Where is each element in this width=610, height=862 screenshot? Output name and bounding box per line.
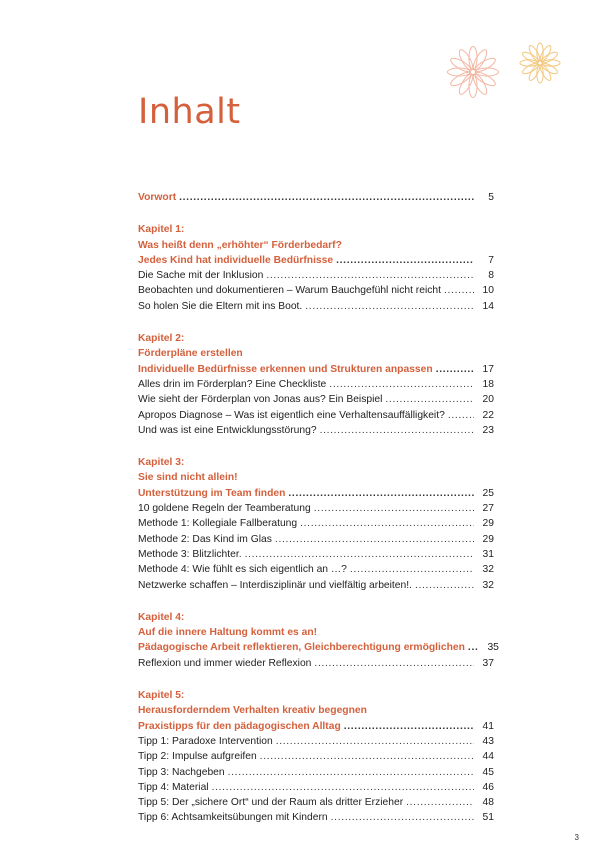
toc-page-number: 7 (488, 254, 494, 266)
toc-page-number: 27 (482, 503, 494, 515)
toc-page-number: 25 (482, 487, 494, 499)
toc-entry (138, 299, 494, 314)
toc-entry-title: Pädagogische Arbeit reflektieren, Gleichberechtigung ermöglichen (138, 642, 465, 654)
toc-leader-dots (347, 562, 474, 577)
toc-lead-entry (138, 362, 494, 377)
toc-leader-dots (333, 253, 474, 268)
toc-page-number: 10 (482, 285, 494, 297)
toc-entry-title: Tipp 2: Impulse aufgreifen (138, 751, 257, 763)
chapter-label: Kapitel 5: (138, 690, 185, 702)
toc-leader-dots (209, 780, 474, 795)
toc-entry-vorwort (138, 190, 494, 205)
toc-entry-title: Und was ist eine Entwicklungsstörung? (138, 424, 317, 436)
toc-entry-title: Die Sache mit der Inklusion (138, 270, 264, 282)
toc-page-number: 32 (482, 564, 494, 576)
chapter-subtitle: Auf die innere Haltung kommt es an! (138, 627, 318, 639)
toc-leader-dots (311, 501, 474, 516)
chapter-label: Kapitel 4: (138, 611, 185, 623)
toc-entry-title: Methode 2: Das Kind im Glas (138, 533, 272, 545)
toc-entry (138, 749, 494, 764)
toc-page-number: 31 (482, 548, 494, 560)
toc-page-number: 17 (482, 363, 494, 375)
toc-entry-title: Tipp 3: Nachgeben (138, 766, 225, 778)
toc-page-number: 37 (482, 657, 494, 669)
toc-lead-entry (138, 486, 494, 501)
toc-leader-dots (328, 810, 474, 825)
page-title: Inhalt (138, 92, 241, 132)
toc-lead-entry (138, 253, 494, 268)
toc-entry-title: 10 goldene Regeln der Teamberatung (138, 503, 311, 515)
chapter-subtitle: Sie sind nicht allein! (138, 472, 238, 484)
toc-entry-title: Reflexion und immer wieder Reflexion (138, 657, 312, 669)
toc-entry (138, 547, 494, 562)
chapter-label: Kapitel 2: (138, 333, 185, 345)
toc-leader-dots (302, 299, 474, 314)
toc-page-number: 5 (488, 192, 494, 203)
toc-entry (138, 377, 494, 392)
toc-leader-dots (317, 423, 474, 438)
toc-entry (138, 423, 494, 438)
toc-page-number: 20 (482, 394, 494, 406)
toc-page-number: 29 (482, 518, 494, 530)
toc-section-kapitel-3 (138, 455, 494, 593)
toc-entry-title: Apropos Diagnose – Was ist eigentlich eine Verhaltensauffälligkeit? (138, 409, 445, 421)
toc-entry-title: Individuelle Bedürfnisse erkennen und Strukturen anpassen (138, 363, 433, 375)
toc-page-number: 44 (482, 751, 494, 763)
toc-page-number: 48 (482, 797, 494, 809)
toc-entry (138, 516, 494, 531)
flower-decoration (0, 0, 610, 120)
toc-page-number: 32 (482, 579, 494, 591)
toc-entry-title: Beobachten und dokumentieren – Warum Bauchgefühl nicht reicht (138, 285, 441, 297)
toc-entry-title: Tipp 4: Material (138, 781, 209, 793)
toc-page-number: 45 (482, 766, 494, 778)
toc-page-number: 46 (482, 781, 494, 793)
toc-entry (138, 268, 494, 283)
toc-entry (138, 810, 494, 825)
toc-leader-dots (465, 640, 479, 655)
toc-entry (138, 734, 494, 749)
page-number: 3 (574, 833, 579, 842)
flower-icon (448, 47, 499, 98)
chapter-subtitle: Was heißt denn „erhöhter“ Förderbedarf? (138, 239, 342, 251)
toc-entry-title: Alles drin im Förderplan? Eine Checkliste (138, 378, 327, 390)
toc-page-number: 51 (482, 812, 494, 824)
toc-entry-title: Tipp 5: Der „sichere Ort“ und der Raum als dritter Erzieher (138, 797, 404, 809)
toc-leader-dots (176, 190, 474, 205)
toc-lead-entry (138, 719, 494, 734)
toc-section-kapitel-1 (138, 222, 494, 314)
chapter-label: Kapitel 1: (138, 224, 185, 236)
toc-entry-title: Jedes Kind hat individuelle Bedürfnisse (138, 254, 334, 266)
toc-leader-dots (225, 765, 474, 780)
chapter-label: Kapitel 3: (138, 457, 185, 469)
toc-entry-title: Praxistipps für den pädagogischen Alltag (138, 720, 341, 732)
toc-leader-dots (441, 283, 474, 298)
toc-entry (138, 578, 494, 593)
toc-entry (138, 532, 494, 547)
toc-leader-dots (326, 377, 474, 392)
toc-leader-dots (257, 749, 474, 764)
toc-page-number: 43 (482, 735, 494, 747)
toc-entry (138, 765, 494, 780)
toc-leader-dots (445, 408, 474, 423)
toc-leader-dots (285, 486, 474, 501)
toc-leader-dots (403, 795, 474, 810)
flower-icon (520, 43, 560, 83)
toc-entry-title: Unterstützung im Team finden (138, 487, 286, 499)
toc-leader-dots (382, 392, 474, 407)
toc-leader-dots (297, 516, 474, 531)
toc-entry (138, 392, 494, 407)
toc-page-number: 14 (482, 300, 494, 312)
toc-lead-entry (138, 640, 499, 655)
toc-entry-title: Methode 3: Blitzlichter. (138, 548, 242, 560)
toc-page-number: 23 (482, 424, 494, 436)
toc-page-number: 41 (482, 720, 494, 732)
toc-entry (138, 283, 494, 298)
toc-leader-dots (433, 362, 474, 377)
toc-entry (138, 795, 494, 810)
toc-leader-dots (272, 532, 474, 547)
toc-page-number: 18 (482, 378, 494, 390)
toc-entry (138, 656, 494, 671)
toc-page-number: 8 (488, 270, 494, 282)
chapter-subtitle: Herausforderndem Verhalten kreativ begegnen (138, 705, 367, 717)
toc-entry-title: So holen Sie die Eltern mit ins Boot. (138, 300, 303, 312)
toc-section-kapitel-4 (138, 610, 499, 671)
toc-entry-title: Tipp 1: Paradoxe Intervention (138, 735, 273, 747)
toc-section-vorwort (138, 190, 494, 205)
toc-page-number: 35 (487, 642, 499, 654)
toc-leader-dots (242, 547, 474, 562)
toc-leader-dots (311, 656, 474, 671)
toc-entry (138, 501, 494, 516)
toc-section-kapitel-2 (138, 331, 494, 438)
toc-section-kapitel-5 (138, 688, 494, 826)
toc-entry-title: Methode 4: Wie fühlt es sich eigentlich an …? (138, 564, 347, 576)
toc-entry-title: Netzwerke schaffen – Interdisziplinär und vielfältig arbeiten!. (138, 579, 412, 591)
chapter-subtitle: Förderpläne erstellen (138, 348, 243, 360)
toc-leader-dots (341, 719, 474, 734)
toc-entry-title: Tipp 6: Achtsamkeitsübungen mit Kindern (138, 812, 328, 824)
toc-entry (138, 408, 494, 423)
toc-leader-dots (263, 268, 474, 283)
toc-page-number: 29 (482, 533, 494, 545)
toc-page-number: 22 (482, 409, 494, 421)
toc-entry-title: Vorwort (138, 192, 177, 203)
toc-leader-dots (273, 734, 474, 749)
toc-entry (138, 780, 494, 795)
toc-leader-dots (412, 578, 474, 593)
toc-entry-title: Wie sieht der Förderplan von Jonas aus? Ein Beispiel (138, 394, 383, 406)
table-of-contents (138, 190, 499, 843)
toc-entry (138, 562, 494, 577)
toc-entry-title: Methode 1: Kollegiale Fallberatung (138, 518, 298, 530)
